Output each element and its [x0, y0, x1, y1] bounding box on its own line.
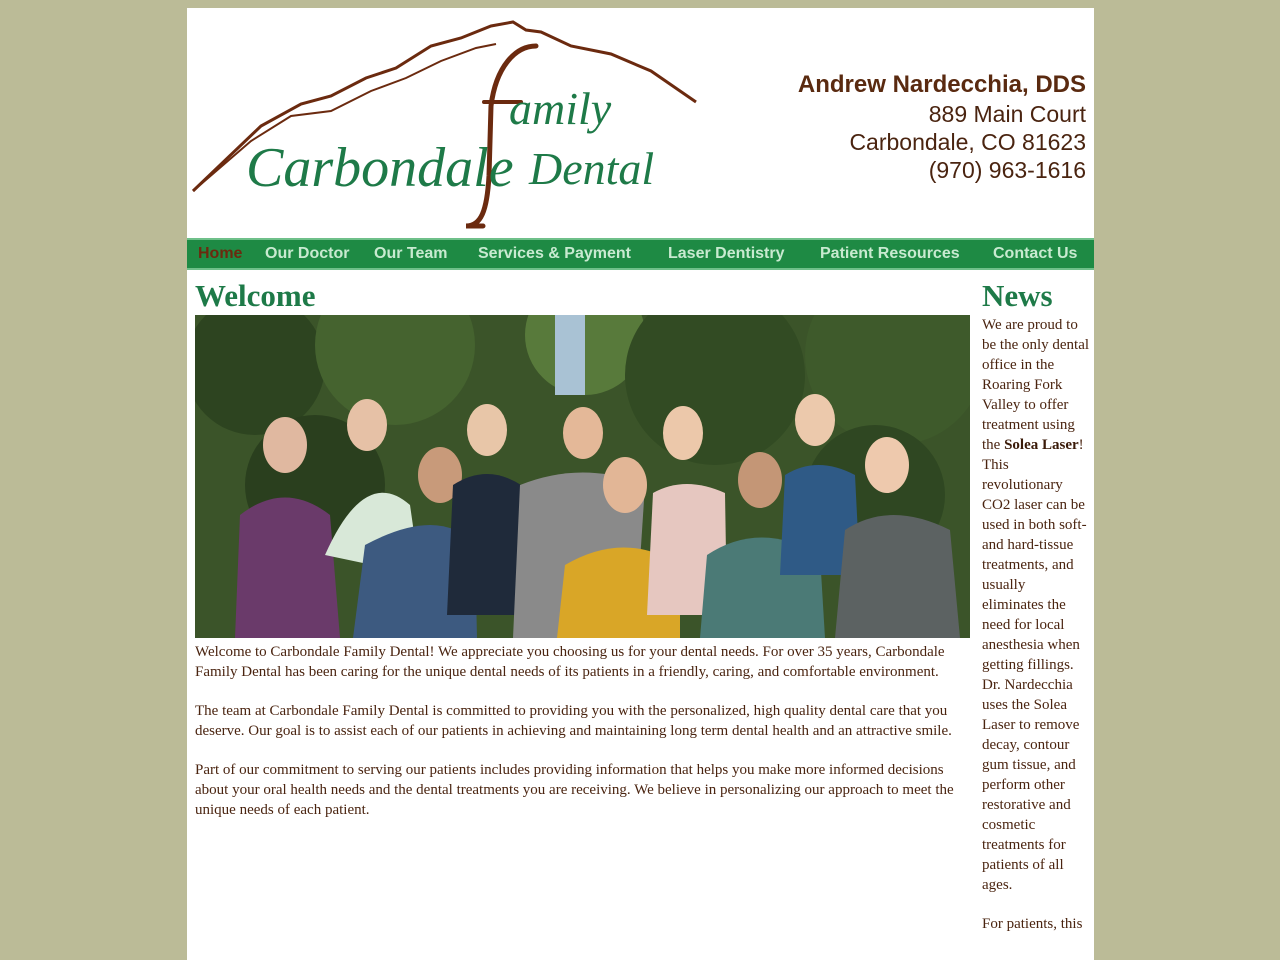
welcome-paragraph-3: Part of our commitment to serving our patients includes providing information that helps you make more informed decisions about your oral health needs and the dental treatments you are receiving. We believe in personalizing our approach to meet the unique needs of each patient.: [195, 762, 954, 818]
nav-home[interactable]: Home: [198, 245, 243, 262]
welcome-body: [195, 642, 971, 839]
nav-contact-us[interactable]: Contact Us: [993, 245, 1078, 262]
doctor-name: Andrew Nardecchia, DDS: [797, 71, 1086, 98]
news-solea-laser: Solea Laser: [1004, 437, 1079, 453]
news-p1-after: ! This revolutionary CO2 laser can be used in both soft- and hard-tissue treatments, and usually eliminates the need for local anesthesia when getting fillings. Dr. Nardecchia uses the Solea Laser to remove decay, contour gum tissue, and perform other restorative and cosmetic treatments for patients of all ages.: [982, 437, 1087, 893]
practice-contact-block: [798, 70, 1086, 184]
welcome-paragraph-2: The team at Carbondale Family Dental is committed to providing you with the personalized, high quality dental care that you deserve. Our goal is to assist each of our patients in achieving and maintaining long term dental health and an attractive smile.: [195, 703, 952, 739]
address-city: Carbondale, CO 81623: [849, 129, 1086, 155]
address-street: 889 Main Court: [928, 101, 1086, 127]
main-navigation: [187, 238, 1094, 270]
logo-word-family: amily: [509, 83, 612, 134]
logo-word-carbondale: Carbondale: [246, 137, 514, 199]
nav-patient-resources[interactable]: Patient Resources: [820, 245, 960, 262]
news-paragraph-2: For patients, this: [982, 916, 1083, 932]
welcome-heading: Welcome: [195, 278, 316, 313]
carbondale-family-dental-logo[interactable]: [191, 16, 701, 234]
nav-services-payment[interactable]: Services & Payment: [478, 245, 631, 262]
nav-laser-dentistry[interactable]: Laser Dentistry: [668, 245, 785, 262]
news-heading: News: [982, 278, 1053, 313]
welcome-paragraph-1: Welcome to Carbondale Family Dental! We appreciate you choosing us for your dental needs. For over 35 years, Carbondale Family Dental has been caring for the unique dental needs of its patients in a friendly, caring, and comfortable environment.: [195, 644, 945, 680]
nav-our-team[interactable]: Our Team: [374, 245, 448, 262]
page: [187, 8, 1094, 960]
logo-word-dental: Dental: [529, 143, 655, 194]
news-p1-before: We are proud to be the only dental office in the Roaring Fork Valley to offer treatment using the: [982, 317, 1090, 453]
phone-number[interactable]: (970) 963-1616: [928, 157, 1086, 183]
news-paragraph-1: [982, 315, 1090, 895]
team-photo: [195, 315, 970, 638]
nav-our-doctor[interactable]: Our Doctor: [265, 245, 350, 262]
news-body: [982, 315, 1090, 953]
